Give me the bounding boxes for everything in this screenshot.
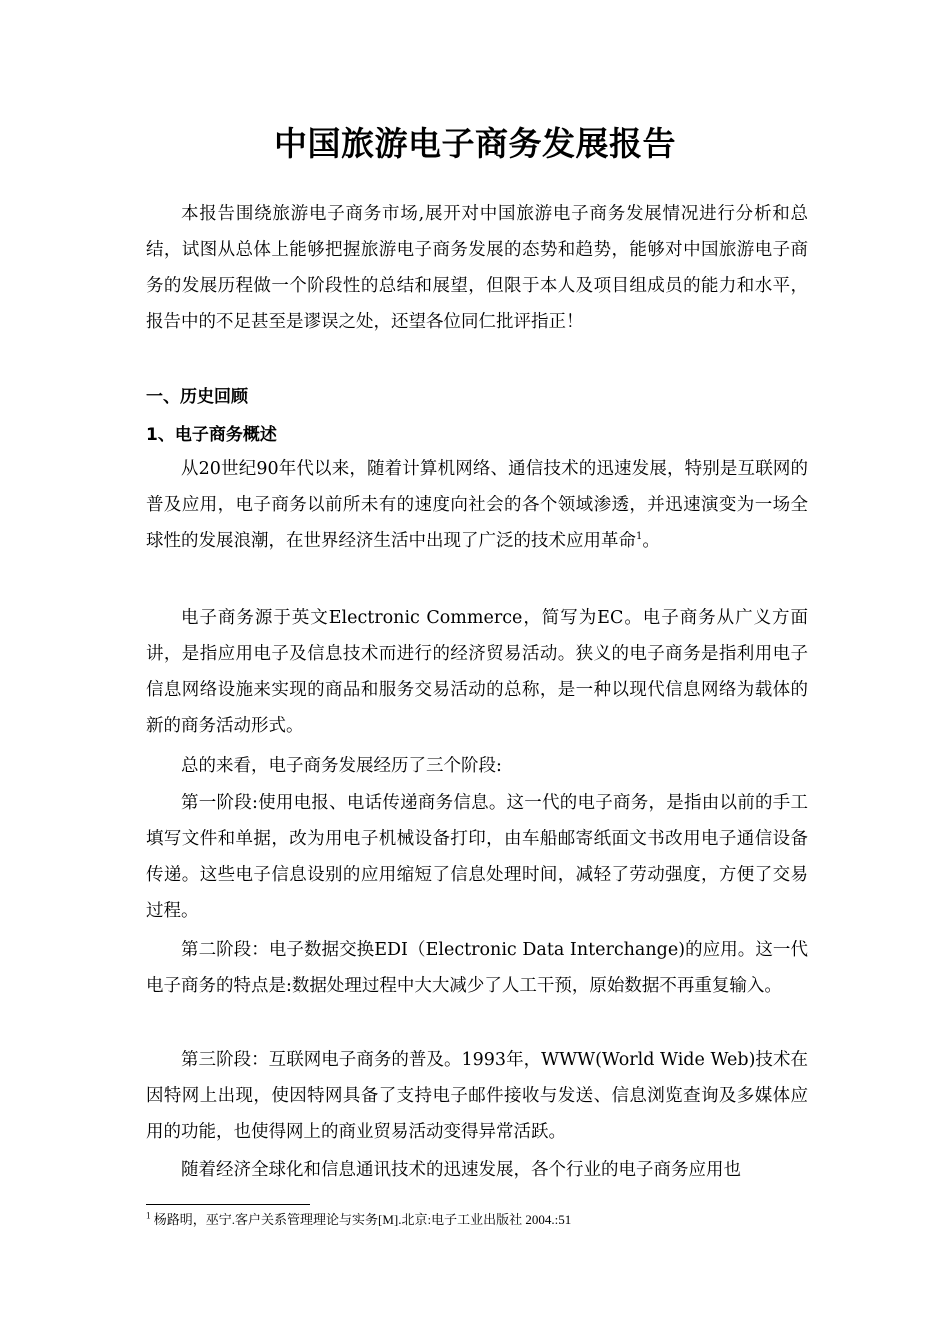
section-heading: 一、历史回顾 <box>146 387 248 407</box>
paragraph-definition: 电子商务源于英文Electronic Commerce，简写为EC。电子商务从广义方面讲，是指应用电子及信息技术而进行的经济贸易活动。狭义的电子商务是指利用电子信息网络设施来实现的商品和服务交易活动的总称，是一种以现代信息网络为载体的新的商务活动形式。 <box>146 608 808 736</box>
document-title: 中国旅游电子商务发展报告 <box>274 124 676 163</box>
subsection-heading: 1、电子商务概述 <box>146 425 277 445</box>
footnote <box>146 1210 808 1230</box>
paragraph-stage-two: 第二阶段：电子数据交换EDI（Electronic Data Interchange)的应用。这一代电子商务的特点是:数据处理过程中大大减少了人工干预，原始数据不再重复输入。 <box>146 940 808 996</box>
paragraph-overview-end: 。 <box>642 531 660 551</box>
paragraph-overview <box>146 451 808 559</box>
paragraph-stages-intro: 总的来看，电子商务发展经历了三个阶段: <box>181 756 502 776</box>
paragraph-stage-three: 第三阶段：互联网电子商务的普及。1993年，WWW(World Wide Web)技术在因特网上出现，使因特网具备了支持电子邮件接收与发送、信息浏览查询及多媒体应用的功能，也使得网上的商业贸易活动变得异常活跃。 <box>146 1050 808 1142</box>
paragraph-globalization: 随着经济全球化和信息通讯技术的迅速发展，各个行业的电子商务应用也 <box>181 1160 741 1180</box>
paragraph-stage-one: 第一阶段:使用电报、电话传递商务信息。这一代的电子商务，是指由以前的手工填写文件和单据，改为用电子机械设备打印，由车船邮寄纸面文书改用电子通信设备传递。这些电子信息设别的应用缩短了信息处理时间，减轻了劳动强度，方便了交易过程。 <box>146 793 808 921</box>
footnote-mark: 1 <box>146 1210 151 1221</box>
footnote-separator <box>146 1204 310 1205</box>
intro-paragraph: 本报告围绕旅游电子商务市场,展开对中国旅游电子商务发展情况进行分析和总结，试图从总体上能够把握旅游电子商务发展的态势和趋势，能够对中国旅游电子商务的发展历程做一个阶段性的总结和展望，但限于本人及项目组成员的能力和水平，报告中的不足甚至是谬误之处，还望各位同仁批评指正！ <box>146 204 808 332</box>
footnote-reference: 1 <box>636 531 643 543</box>
paragraph-overview-text: 从20世纪90年代以来，随着计算机网络、通信技术的迅速发展，特别是互联网的普及应用，电子商务以前所未有的速度向社会的各个领域渗透，并迅速演变为一场全球性的发展浪潮，在世界经济生活中出现了广泛的技术应用革命 <box>146 459 808 551</box>
footnote-text: 杨路明，巫宁.客户关系管理理论与实务[M].北京:电子工业出版社 2004.:51 <box>150 1212 572 1227</box>
